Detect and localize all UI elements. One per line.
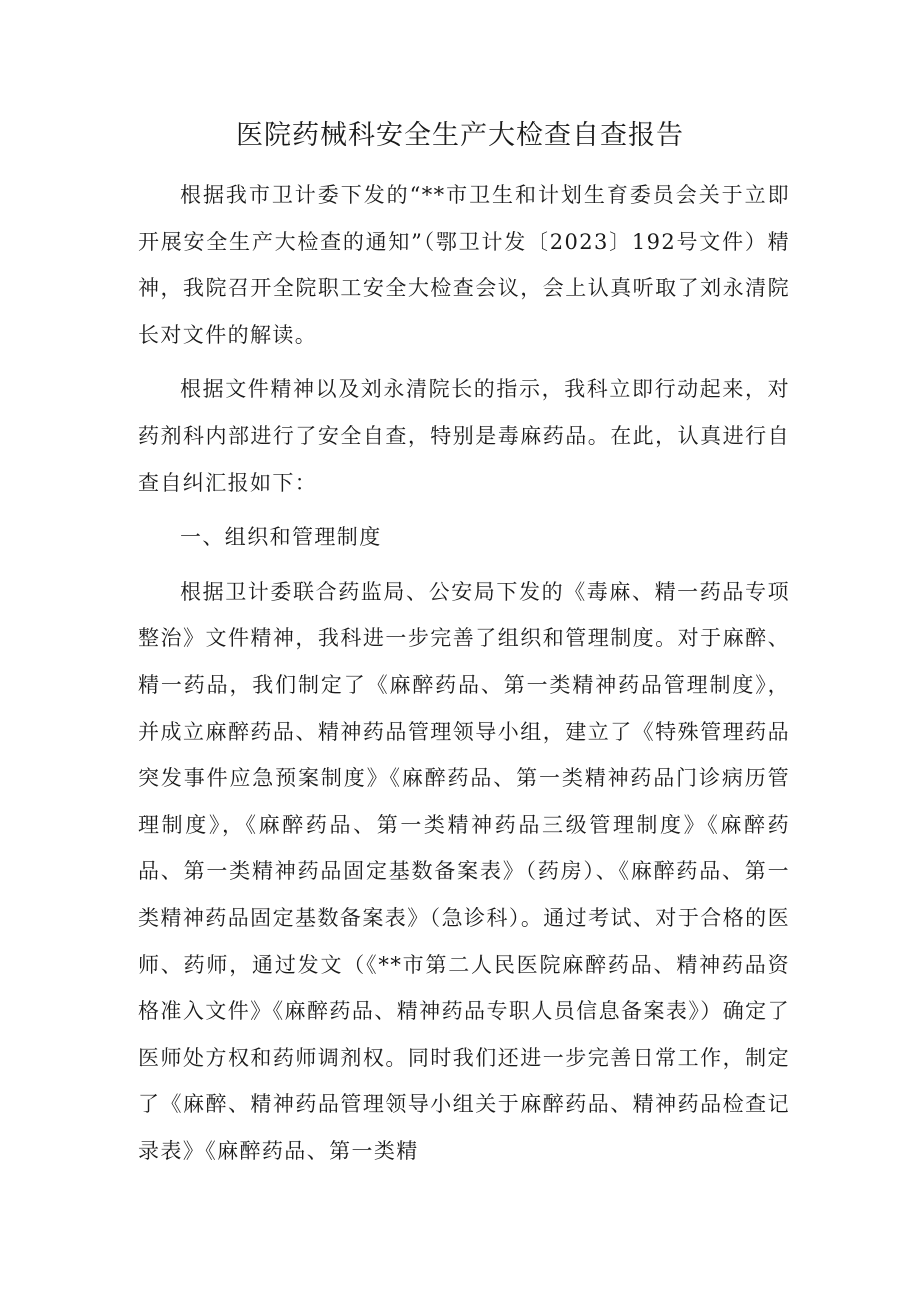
document-title: 医院药械科安全生产大检查自查报告 bbox=[236, 120, 684, 151]
document-body bbox=[138, 172, 790, 1182]
paragraph-instructions: 根据文件精神以及刘永清院长的指示，我科立即行动起来，对药剂科内部进行了安全自查，特别是毒麻药品。在此，认真进行自查自纠汇报如下： bbox=[138, 377, 790, 495]
section-heading: 一、组织和管理制度 bbox=[180, 525, 382, 550]
paragraph-organization: 根据卫计委联合药监局、公安局下发的《毒麻、精一药品专项整治》文件精神，我科进一步完善了组织和管理制度。对于麻醉、精一药品，我们制定了《麻醉药品、第一类精神药品管理制度》，并成立麻醉药品、精神药品管理领导小组，建立了《特殊管理药品突发事件应急预案制度》《麻醉药品、第一类精神药品门诊病历管理制度》，《麻醉药品、第一类精神药品三级管理制度》《麻醉药品、第一类精神药品固定基数备案表》（药房）、《麻醉药品、第一类精神药品固定基数备案表》（急诊科）。通过考试、对于合格的医师、药师，通过发文（《**市第二人民医院麻醉药品、精神药品资格准入文件》《麻醉药品、精神药品专职人员信息备案表》）确定了医师处方权和药师调剂权。同时我们还进一步完善日常工作，制定了《麻醉、精神药品管理领导小组关于麻醉药品、精神药品检查记录表》《麻醉药品、第一类精 bbox=[138, 579, 790, 1163]
paragraph-intro: 根据我市卫计委下发的“**市卫生和计划生育委员会关于立即开展安全生产大检查的通知”（鄂卫计发〔2023〕192号文件）精神，我院召开全院职工安全大检查会议，会上认真听取了刘永清院长对文件的解读。 bbox=[138, 183, 790, 347]
